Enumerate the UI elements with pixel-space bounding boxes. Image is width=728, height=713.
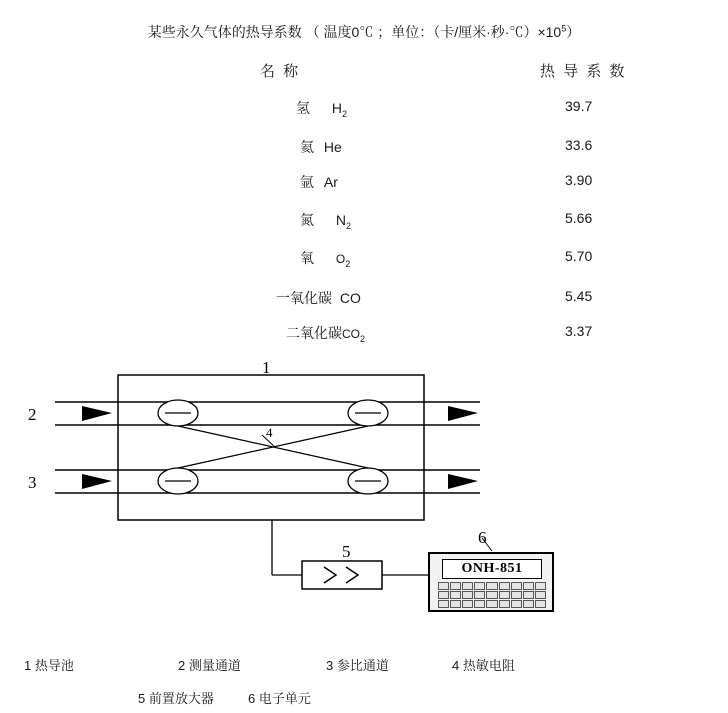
table-row xyxy=(296,98,347,119)
gas-name: 氢 xyxy=(296,100,310,116)
gas-name: 氮 xyxy=(300,212,314,228)
device-key[interactable] xyxy=(474,591,485,599)
device-key[interactable] xyxy=(535,582,546,590)
gas-name: 氦 xyxy=(300,139,314,155)
device-key[interactable] xyxy=(486,582,497,590)
device-key[interactable] xyxy=(499,582,510,590)
device-model-display: ONH-851 xyxy=(442,559,542,579)
device-key[interactable] xyxy=(438,600,449,608)
device-key[interactable] xyxy=(474,582,485,590)
gas-name: 二氧化碳 xyxy=(286,325,342,341)
table-row xyxy=(300,248,350,269)
page-title-text: 某些永久气体的热导系数 （ 温度0℃ ；单位：（卡/厘米·秒·℃）×10 xyxy=(147,24,562,40)
gas-value: 3.90 xyxy=(565,172,593,188)
electronics-unit xyxy=(428,552,554,612)
gas-name: 氩 xyxy=(300,174,314,190)
gas-formula: CO xyxy=(342,327,360,341)
device-key[interactable] xyxy=(450,591,461,599)
device-key[interactable] xyxy=(523,600,534,608)
device-key[interactable] xyxy=(511,600,522,608)
device-key[interactable] xyxy=(462,600,473,608)
table-row xyxy=(276,288,361,309)
device-key[interactable] xyxy=(523,582,534,590)
device-key[interactable] xyxy=(438,582,449,590)
thermal-conductivity-cell-diagram xyxy=(0,355,728,635)
callout-2: 2 xyxy=(28,405,37,424)
device-key[interactable] xyxy=(486,600,497,608)
page-title xyxy=(0,22,728,42)
preamplifier-box xyxy=(302,561,382,589)
table-row xyxy=(286,323,365,344)
gas-name: 一氧化碳 xyxy=(276,290,332,306)
device-key[interactable] xyxy=(450,600,461,608)
gas-formula-sub: 2 xyxy=(346,220,352,231)
flow-arrow-out-upper xyxy=(448,406,478,421)
gas-formula: N xyxy=(335,212,347,228)
page-title-exponent: 5 xyxy=(561,23,567,34)
device-key[interactable] xyxy=(535,600,546,608)
table-row xyxy=(300,172,338,193)
flow-arrow-in-upper xyxy=(82,406,112,421)
gas-formula: O xyxy=(335,252,346,266)
device-key[interactable] xyxy=(474,600,485,608)
callout-3: 3 xyxy=(28,473,37,492)
callout-5: 5 xyxy=(342,542,351,561)
callout-6: 6 xyxy=(478,528,487,547)
gas-value: 5.70 xyxy=(565,248,593,264)
callout-1: 1 xyxy=(262,358,271,377)
device-key[interactable] xyxy=(438,591,449,599)
callout-4: 4 xyxy=(266,425,273,440)
legend-item: 3 参比通道 xyxy=(326,658,389,673)
device-key[interactable] xyxy=(511,591,522,599)
column-header-value: 热 导 系 数 xyxy=(540,63,627,80)
legend-item: 4 热敏电阻 xyxy=(452,658,515,673)
device-key[interactable] xyxy=(511,582,522,590)
gas-value: 5.66 xyxy=(565,210,593,226)
gas-formula-sub: 2 xyxy=(342,108,348,119)
gas-value: 33.6 xyxy=(565,137,593,153)
flow-arrow-out-lower xyxy=(448,474,478,489)
column-header-name: 名 称 xyxy=(260,63,301,80)
device-key[interactable] xyxy=(462,582,473,590)
gas-formula-sub: 2 xyxy=(345,258,351,269)
device-key[interactable] xyxy=(535,591,546,599)
page-title-tail: ） xyxy=(566,24,581,40)
gas-formula: H xyxy=(331,100,343,116)
table-row xyxy=(300,137,342,158)
legend-item: 6 电子单元 xyxy=(248,691,311,706)
legend-item: 2 测量通道 xyxy=(178,658,241,673)
table-row xyxy=(300,210,351,231)
device-key[interactable] xyxy=(462,591,473,599)
gas-formula: He xyxy=(323,139,342,155)
gas-formula: Ar xyxy=(323,174,338,190)
device-keypad[interactable] xyxy=(438,582,546,608)
flow-arrow-in-lower xyxy=(82,474,112,489)
gas-formula-sub: 2 xyxy=(360,333,366,344)
legend-item: 1 热导池 xyxy=(24,658,74,673)
gas-value: 39.7 xyxy=(565,98,593,114)
device-key[interactable] xyxy=(486,591,497,599)
gas-value: 5.45 xyxy=(565,288,593,304)
gas-formula: CO xyxy=(339,290,361,306)
gas-value: 3.37 xyxy=(565,323,593,339)
gas-name: 氧 xyxy=(300,250,314,266)
legend-item: 5 前置放大器 xyxy=(138,691,214,706)
device-key[interactable] xyxy=(450,582,461,590)
device-key[interactable] xyxy=(499,591,510,599)
device-key[interactable] xyxy=(523,591,534,599)
device-key[interactable] xyxy=(499,600,510,608)
